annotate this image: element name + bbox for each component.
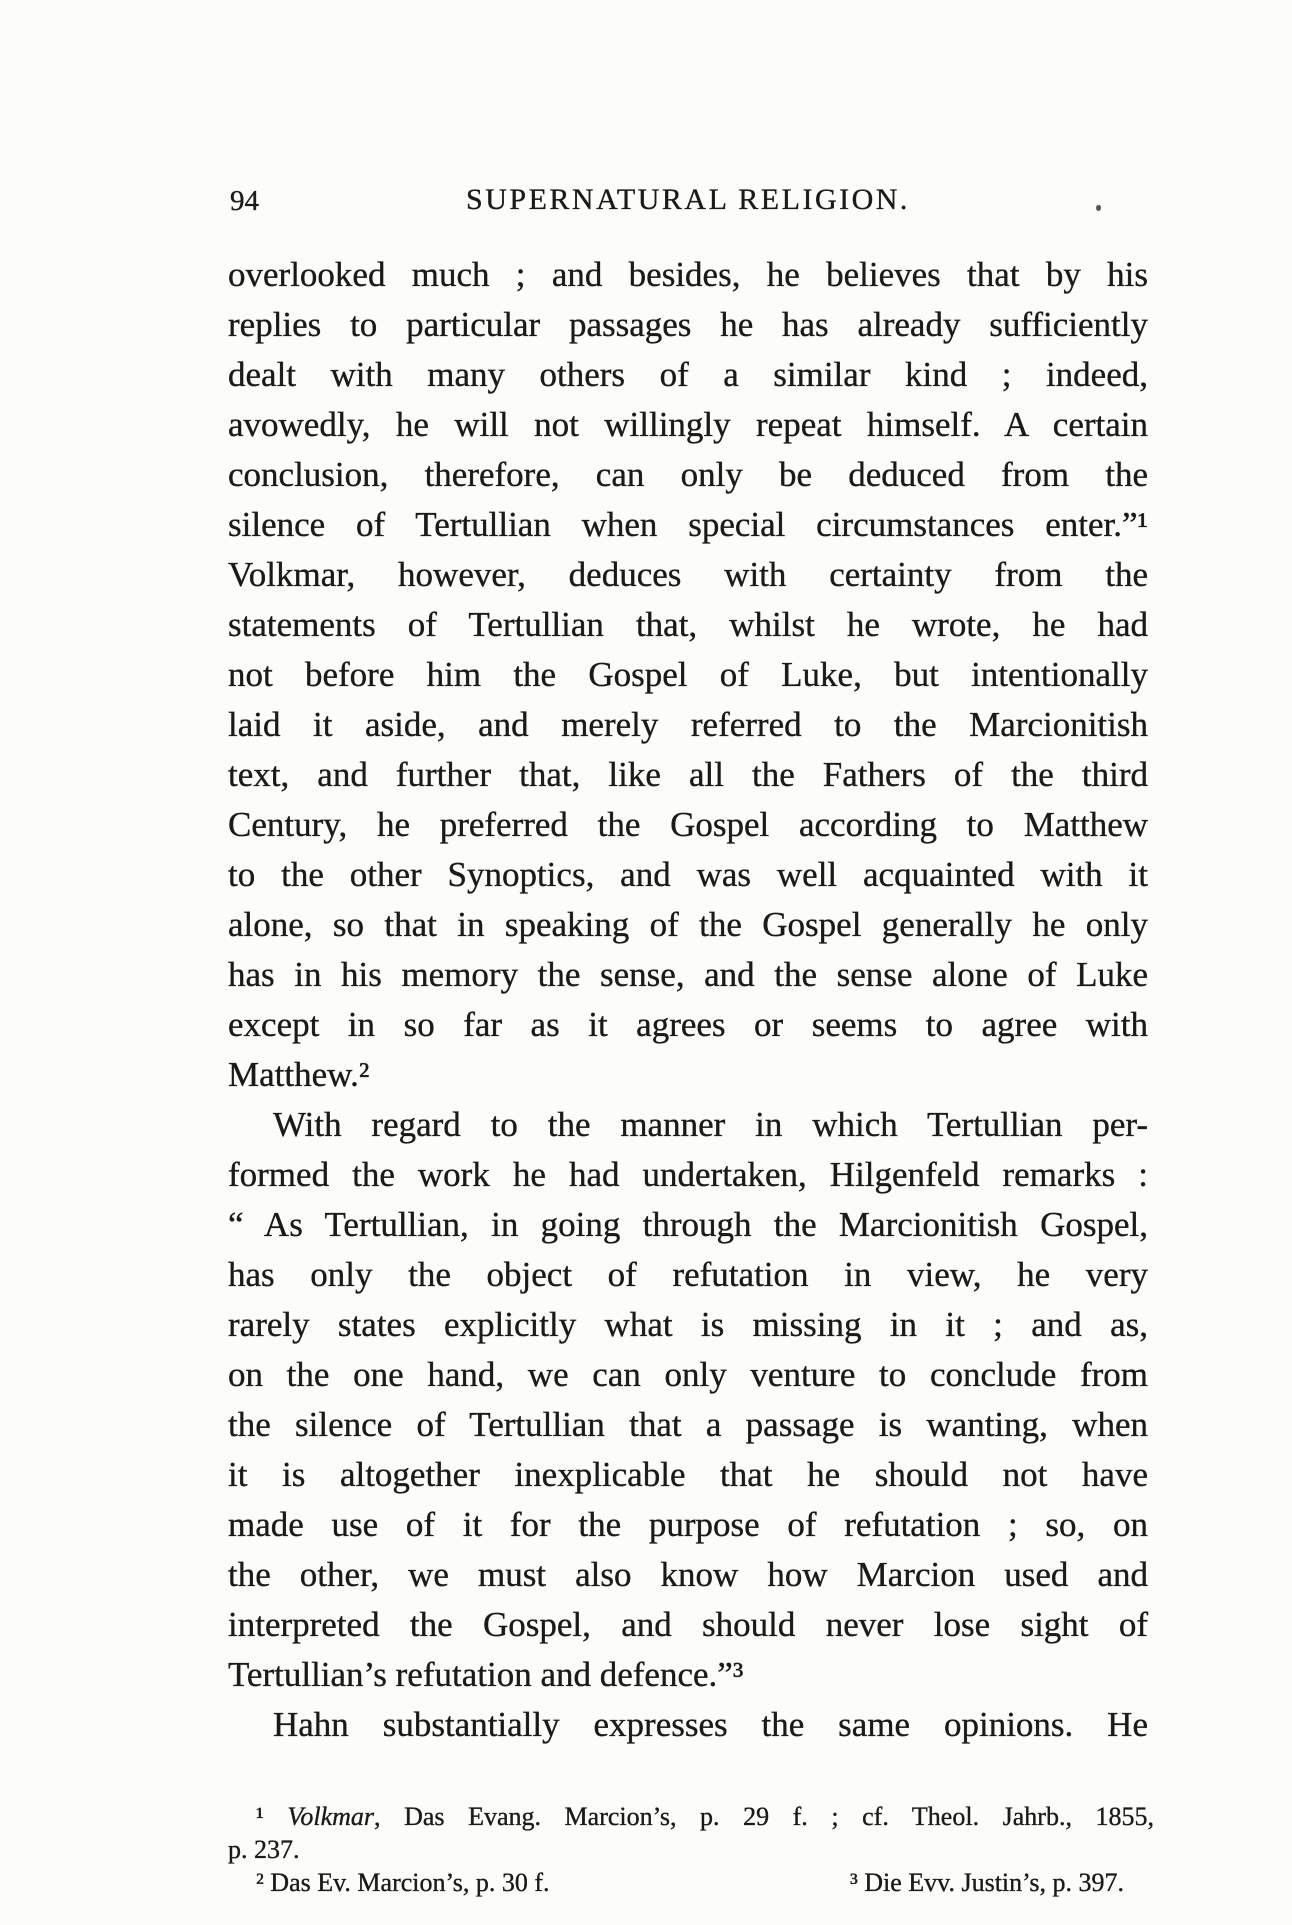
footnote-3: ³ Die Evv. Justin’s, p. 397. (849, 1868, 1124, 1897)
body-text (228, 250, 1148, 1750)
text-line: made use of it for the purpose of refutation ; so, on (228, 1505, 1148, 1544)
text-line: dealt with many others of a similar kind ; indeed, (228, 355, 1148, 394)
text-line: replies to particular passages he has already sufficiently (228, 305, 1148, 344)
text-line: the silence of Tertullian that a passage is wanting, when (228, 1405, 1148, 1444)
footnote-2: ² Das Ev. Marcion’s, p. 30 f. (256, 1868, 550, 1897)
text-line: interpreted the Gospel, and should never lose sight of (228, 1605, 1148, 1644)
footnote-author-italic: Volkmar (287, 1802, 375, 1831)
text-line: silence of Tertullian when special circumstances enter.”¹ (228, 505, 1148, 544)
text-line: has in his memory the sense, and the sense alone of Luke (228, 955, 1148, 994)
text-line: Matthew.² (228, 1055, 370, 1094)
text-line: overlooked much ; and besides, he believes that by his (228, 255, 1148, 294)
text-line: With regard to the manner in which Tertullian per- (273, 1105, 1148, 1144)
text-line: Volkmar, however, deduces with certainty from the (228, 555, 1148, 594)
footnote-text: ¹ (256, 1802, 288, 1831)
text-line: laid it aside, and merely referred to the Marcionitish (228, 705, 1148, 744)
text-line: avowedly, he will not willingly repeat himself. A certain (228, 405, 1148, 444)
footnote-row (228, 1866, 1154, 1899)
text-line: alone, so that in speaking of the Gospel generally he only (228, 905, 1148, 944)
text-line: Hahn substantially expresses the same opinions. He (273, 1705, 1148, 1744)
text-line: Tertullian’s refutation and defence.”³ (228, 1655, 744, 1694)
text-line: on the one hand, we can only venture to conclude from (228, 1355, 1148, 1394)
text-line: formed the work he had undertaken, Hilgenfeld remarks : (228, 1155, 1148, 1194)
footnote-1-line-1 (228, 1800, 1154, 1833)
footnote-text: , Das Evang. Marcion’s, p. 29 f. ; cf. Theol. Jahrb., 1855, (374, 1802, 1154, 1831)
text-line: to the other Synoptics, and was well acquainted with it (228, 855, 1148, 894)
page-number: 94 (230, 185, 259, 217)
text-line: text, and further that, like all the Fathers of the third (228, 755, 1148, 794)
text-line: rarely states explicitly what is missing in it ; and as, (228, 1305, 1148, 1344)
text-line: the other, we must also know how Marcion used and (228, 1555, 1148, 1594)
text-line: not before him the Gospel of Luke, but intentionally (228, 655, 1148, 694)
text-line: Century, he preferred the Gospel according to Matthew (228, 805, 1148, 844)
page-header (228, 183, 1148, 219)
text-line: conclusion, therefore, can only be deduced from the (228, 455, 1148, 494)
running-title: SUPERNATURAL RELIGION. (466, 183, 910, 216)
text-line: it is altogether inexplicable that he should not have (228, 1455, 1148, 1494)
text-line: except in so far as it agrees or seems to agree with (228, 1005, 1148, 1044)
text-line: has only the object of refutation in view, he very (228, 1255, 1148, 1294)
footnote-1-line-2: p. 237. (228, 1835, 300, 1864)
footnotes (228, 1800, 1154, 1899)
text-line: “ As Tertullian, in going through the Marcionitish Gospel, (228, 1205, 1148, 1244)
scan-artifact (1096, 205, 1101, 211)
text-line: statements of Tertullian that, whilst he wrote, he had (228, 605, 1148, 644)
